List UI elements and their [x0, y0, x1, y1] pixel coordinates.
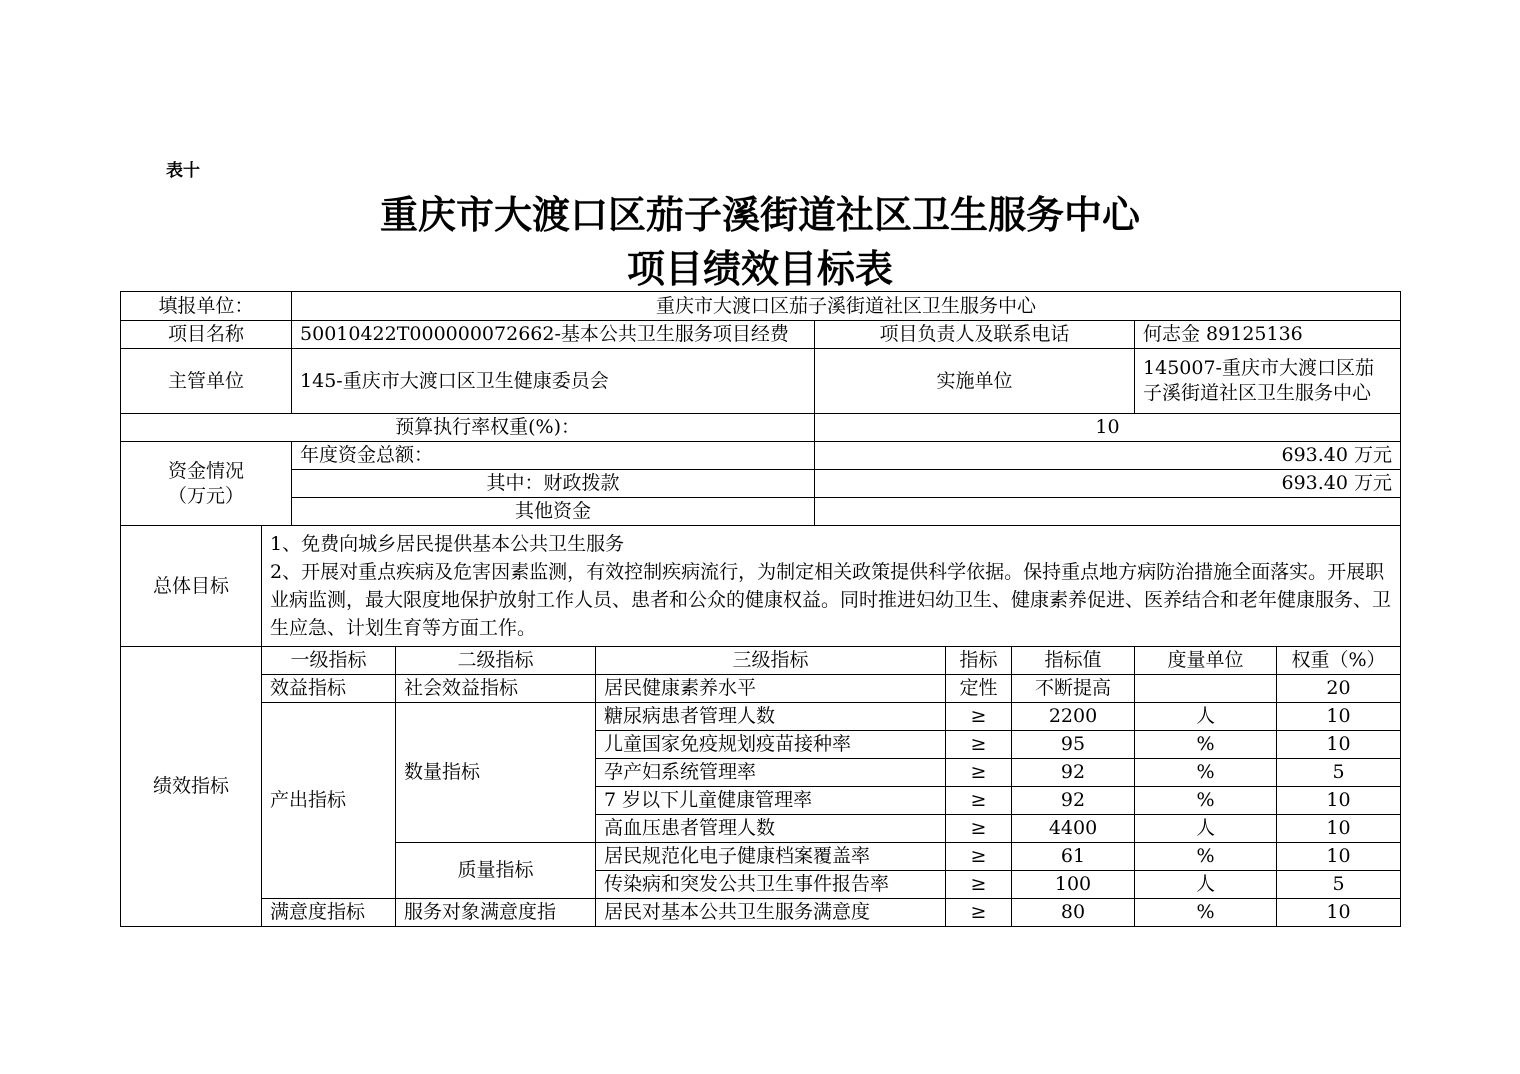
- impl-value: [1135, 349, 1401, 414]
- satisfaction-op: ≥: [946, 899, 1012, 927]
- indicator-value: 92: [1012, 759, 1135, 787]
- budget-rate-label: 预算执行率权重(%)：: [121, 414, 815, 442]
- page-title: 重庆市大渡口区茄子溪街道社区卫生服务中心: [379, 192, 1140, 237]
- indicator-value: 95: [1012, 731, 1135, 759]
- table-row: [121, 703, 1401, 731]
- indicator-op: ≥: [946, 731, 1012, 759]
- indicator-weight: 5: [1277, 759, 1401, 787]
- budget-rate-value: 10: [815, 414, 1401, 442]
- benefit-unit: [1135, 675, 1277, 703]
- project-value: 50010422T000000072662-基本公共卫生服务项目经费: [292, 321, 815, 349]
- funds-other-row: [121, 498, 1401, 526]
- funds-total-row: [121, 442, 1401, 470]
- funds-total-value: 693.40 万元: [815, 442, 1401, 470]
- indicator-name: 高血压患者管理人数: [596, 815, 946, 843]
- indicator-name: 居民规范化电子健康档案覆盖率: [596, 843, 946, 871]
- perf-header-row: [121, 647, 1401, 675]
- supervisor-value: 145-重庆市大渡口区卫生健康委员会: [292, 349, 815, 414]
- benefit-op: 定性: [946, 675, 1012, 703]
- satisfaction-level2: 服务对象满意度指: [396, 899, 596, 927]
- indicator-unit: %: [1135, 787, 1277, 815]
- satisfaction-level3: 居民对基本公共卫生服务满意度: [596, 899, 946, 927]
- indicator-unit: 人: [1135, 815, 1277, 843]
- goal-line2: 2、开展对重点疾病及危害因素监测，有效控制疾病流行，为制定相关政策提供科学依据。保持重点地方病防治措施全面落实。开展职业病监测，最大限度地保护放射工作人员、患者和公众的健康权益。同时推进妇幼卫生、健康素养促进、医养结合和老年健康服务、卫生应急、计划生育等方面工作。: [270, 561, 1392, 639]
- filler-label: 填报单位：: [121, 292, 292, 321]
- satisfaction-value: 80: [1012, 899, 1135, 927]
- funds-label-line1: 资金情况: [168, 459, 245, 482]
- header-level1: 一级指标: [262, 647, 396, 675]
- project-label: 项目名称: [121, 321, 292, 349]
- indicator-op: ≥: [946, 787, 1012, 815]
- indicator-weight: 10: [1277, 703, 1401, 731]
- indicator-weight: 10: [1277, 731, 1401, 759]
- goal-text: [262, 526, 1401, 647]
- indicator-op: ≥: [946, 759, 1012, 787]
- supervisor-row: [121, 349, 1401, 414]
- output-label: 产出指标: [262, 703, 396, 899]
- indicator-op: ≥: [946, 871, 1012, 899]
- indicator-name: 糖尿病患者管理人数: [596, 703, 946, 731]
- indicator-value: 92: [1012, 787, 1135, 815]
- benefit-level3: 居民健康素养水平: [596, 675, 946, 703]
- indicator-unit: %: [1135, 731, 1277, 759]
- impl-value-line2: 子溪街道社区卫生服务中心: [1143, 382, 1372, 404]
- impl-label: 实施单位: [815, 349, 1135, 414]
- benefit-weight: 20: [1277, 675, 1401, 703]
- performance-table: [120, 291, 1401, 927]
- indicator-unit: %: [1135, 843, 1277, 871]
- contact-label: 项目负责人及联系电话: [815, 321, 1135, 349]
- indicator-value: 2200: [1012, 703, 1135, 731]
- indicator-name: 传染病和突发公共卫生事件报告率: [596, 871, 946, 899]
- indicator-value: 61: [1012, 843, 1135, 871]
- header-level2: 二级指标: [396, 647, 596, 675]
- contact-value: 何志金 89125136: [1135, 321, 1401, 349]
- table-row: [121, 675, 1401, 703]
- benefit-level1: 效益指标: [262, 675, 396, 703]
- funds-fiscal-label: 其中：财政拨款: [292, 470, 815, 498]
- indicator-unit: %: [1135, 759, 1277, 787]
- header-op: 指标: [946, 647, 1012, 675]
- satisfaction-weight: 10: [1277, 899, 1401, 927]
- funds-label: [121, 442, 292, 526]
- impl-value-line1: 145007-重庆市大渡口区茄: [1143, 357, 1374, 379]
- quantity-label: 数量指标: [396, 703, 596, 843]
- header-weight: 权重（%）: [1277, 647, 1401, 675]
- funds-fiscal-row: [121, 470, 1401, 498]
- indicator-name: 儿童国家免疫规划疫苗接种率: [596, 731, 946, 759]
- indicator-unit: 人: [1135, 703, 1277, 731]
- benefit-level2: 社会效益指标: [396, 675, 596, 703]
- funds-other-value: [815, 498, 1401, 526]
- budget-rate-row: [121, 414, 1401, 442]
- header-level3: 三级指标: [596, 647, 946, 675]
- goal-row: [121, 526, 1401, 647]
- page-label: 表十: [166, 161, 200, 181]
- indicator-op: ≥: [946, 703, 1012, 731]
- indicator-op: ≥: [946, 843, 1012, 871]
- funds-other-label: 其他资金: [292, 498, 815, 526]
- satisfaction-level1: 满意度指标: [262, 899, 396, 927]
- indicator-weight: 5: [1277, 871, 1401, 899]
- goal-label: 总体目标: [121, 526, 262, 647]
- indicator-weight: 10: [1277, 815, 1401, 843]
- goal-line1: 1、免费向城乡居民提供基本公共卫生服务: [270, 533, 625, 555]
- indicator-unit: 人: [1135, 871, 1277, 899]
- filler-value: 重庆市大渡口区茄子溪街道社区卫生服务中心: [292, 292, 1401, 321]
- benefit-value: 不断提高: [1012, 675, 1135, 703]
- funds-total-label: 年度资金总额：: [292, 442, 815, 470]
- indicator-name: 7 岁以下儿童健康管理率: [596, 787, 946, 815]
- perf-label: 绩效指标: [121, 647, 262, 927]
- satisfaction-unit: %: [1135, 899, 1277, 927]
- indicator-value: 4400: [1012, 815, 1135, 843]
- indicator-name: 孕产妇系统管理率: [596, 759, 946, 787]
- header-value: 指标值: [1012, 647, 1135, 675]
- table-row: [121, 899, 1401, 927]
- indicator-weight: 10: [1277, 787, 1401, 815]
- filler-row: [121, 292, 1401, 321]
- indicator-weight: 10: [1277, 843, 1401, 871]
- page-subtitle: 项目绩效目标表: [626, 246, 893, 291]
- indicator-value: 100: [1012, 871, 1135, 899]
- indicator-op: ≥: [946, 815, 1012, 843]
- header-unit: 度量单位: [1135, 647, 1277, 675]
- funds-fiscal-value: 693.40 万元: [815, 470, 1401, 498]
- project-row: [121, 321, 1401, 349]
- supervisor-label: 主管单位: [121, 349, 292, 414]
- quality-label: 质量指标: [396, 843, 596, 899]
- funds-label-line2: （万元）: [168, 484, 245, 507]
